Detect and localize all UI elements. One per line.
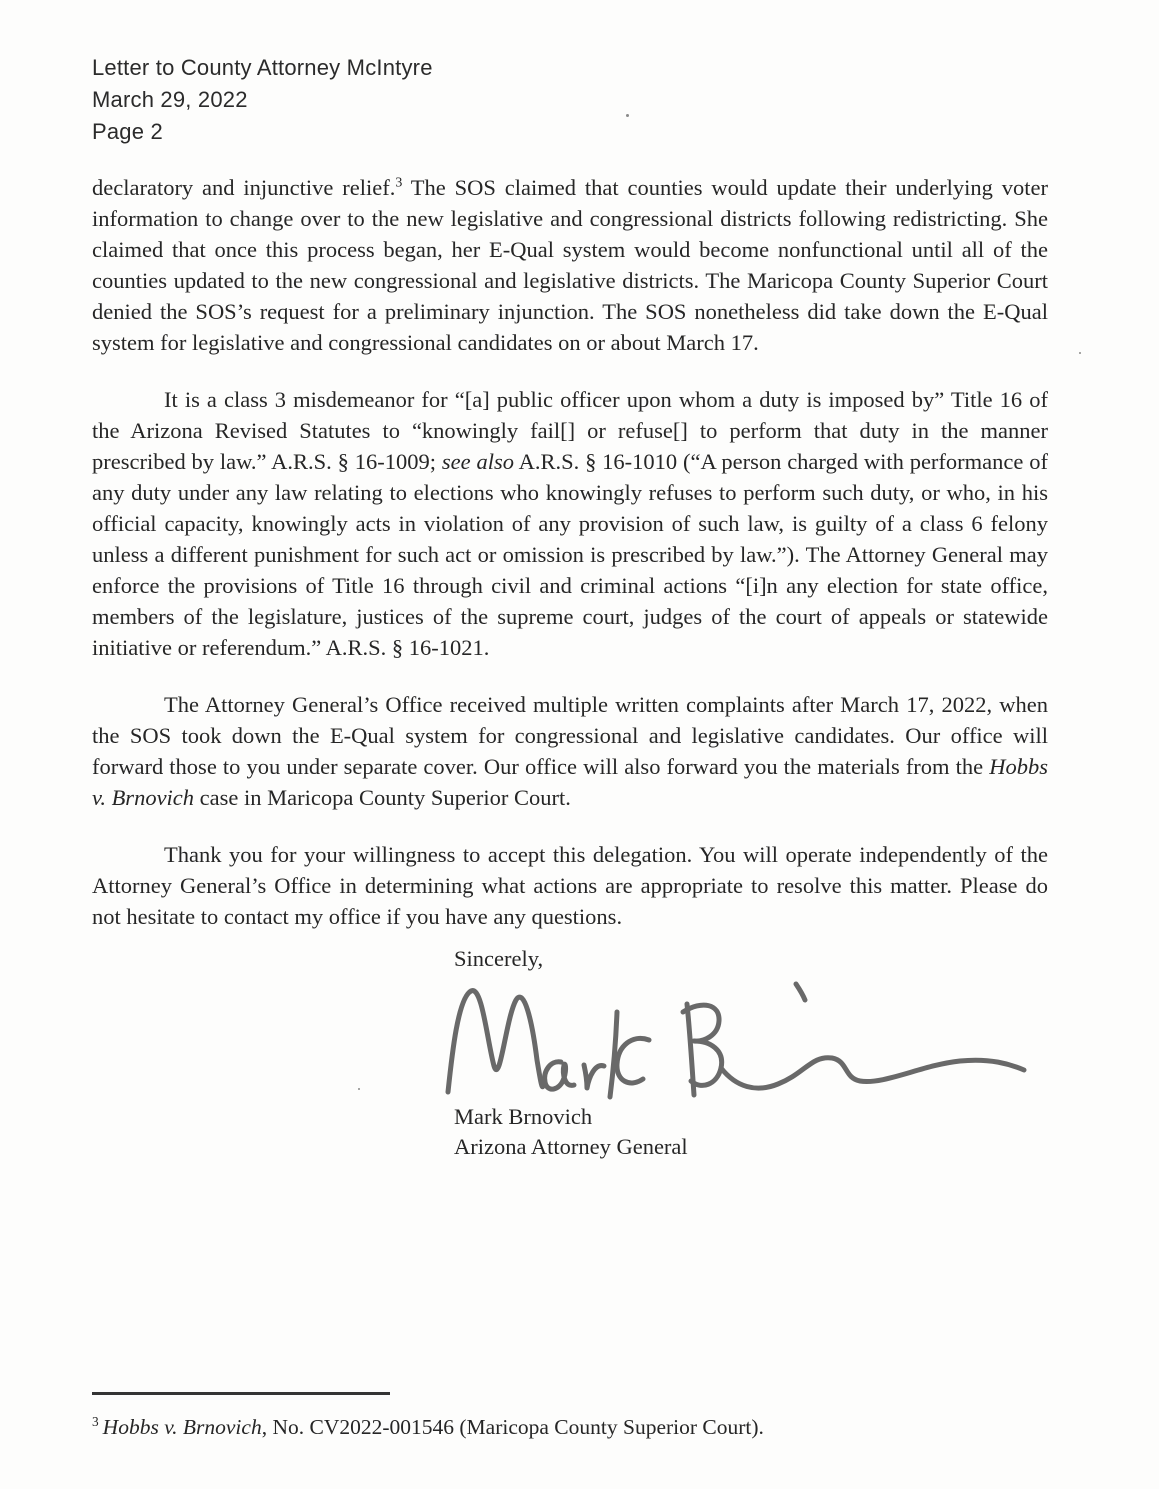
text-run: The Attorney General’s Office received multiple written complaints after March 17, 2022, when the SOS took down the E-Qual system for congressional and legislative candidates. Our office will forward those to you under separate cover. Our office will also forward you the materials from the — [92, 692, 1048, 779]
text-run: case in Maricopa County Superior Court. — [194, 785, 571, 810]
signature-strokes — [444, 978, 1034, 1100]
text-run: Hobbs v. Brnovich — [102, 1415, 262, 1440]
footnote-line — [92, 1408, 1048, 1441]
salutation: Sincerely, — [454, 946, 544, 971]
header-line: Letter to County Attorney McIntyre — [92, 55, 433, 80]
letter-header — [92, 52, 1048, 148]
paragraph — [92, 384, 1048, 663]
text-run: The SOS claimed that counties would update their underlying voter information to change over to the new legislative and congressional districts following redistricting. She claimed that once this process began, her E-Qual system would become nonfunctional until all of the counties updated to the new congressional and legislative districts. The Maricopa County Superior Court denied the SOS’s request for a preliminary injunction. The SOS nonetheless did take down the E-Qual system for legislative and congressional candidates on or about March 17. — [92, 175, 1048, 355]
text-run: see also — [441, 449, 514, 474]
footnote-text — [103, 1415, 764, 1439]
signer-name: Mark Brnovich — [454, 1104, 593, 1129]
footnote — [92, 1392, 1048, 1441]
paragraph — [92, 839, 1048, 932]
scan-speck — [626, 114, 629, 117]
text-run: declaratory and injunctive relief. — [92, 175, 396, 200]
signature-image — [444, 978, 1048, 1100]
text-run: Hobbs v. Brnovich — [92, 754, 1048, 810]
paragraph — [92, 689, 1048, 813]
signer-title: Arizona Attorney General — [454, 1134, 688, 1159]
paragraph — [92, 172, 1048, 358]
text-run: , No. CV2022-001546 (Maricopa County Superior Court). — [261, 1415, 764, 1440]
text-run: It is a class 3 misdemeanor for “[a] public officer upon whom a duty is imposed by” Title 16 of the Arizona Revised Statutes to “knowingly fail[] or refuse[] to perform that duty in the manner prescribed by law.” A.R.S. § 16-1009; — [92, 387, 1048, 474]
footnote-marker: 3 — [92, 1414, 99, 1429]
text-run: A.R.S. § 16-1010 (“A person charged with performance of any duty under any law relating to elections who knowingly refuses to perform such duty, or who, in his official capacity, knowingly acts in violation of any provision of such law, is guilty of a class 6 felony unless a different punishment for such act or omission is prescribed by law.”). The Attorney General may enforce the provisions of Title 16 through civil and criminal actions “[i]n any election for state office, members of the legislature, justices of the supreme court, judges of the court of appeals or statewide initiative or referendum.” A.R.S. § 16-1021. — [92, 449, 1048, 660]
header-line: March 29, 2022 — [92, 87, 248, 112]
footnote-separator — [92, 1392, 390, 1395]
scan-speck — [1079, 352, 1081, 354]
text-run: Thank you for your willingness to accept this delegation. You will operate independently of the Attorney General’s Office in determining what actions are appropriate to resolve this matter. Please do not hesitate to contact my office if you have any questions. — [92, 842, 1048, 929]
footnote-ref: 3 — [395, 175, 403, 191]
letter-body — [92, 172, 1048, 932]
closing-block — [92, 944, 1048, 1162]
scan-speck — [358, 1088, 360, 1090]
header-line: Page 2 — [92, 119, 163, 144]
letter-content — [92, 52, 1048, 1162]
